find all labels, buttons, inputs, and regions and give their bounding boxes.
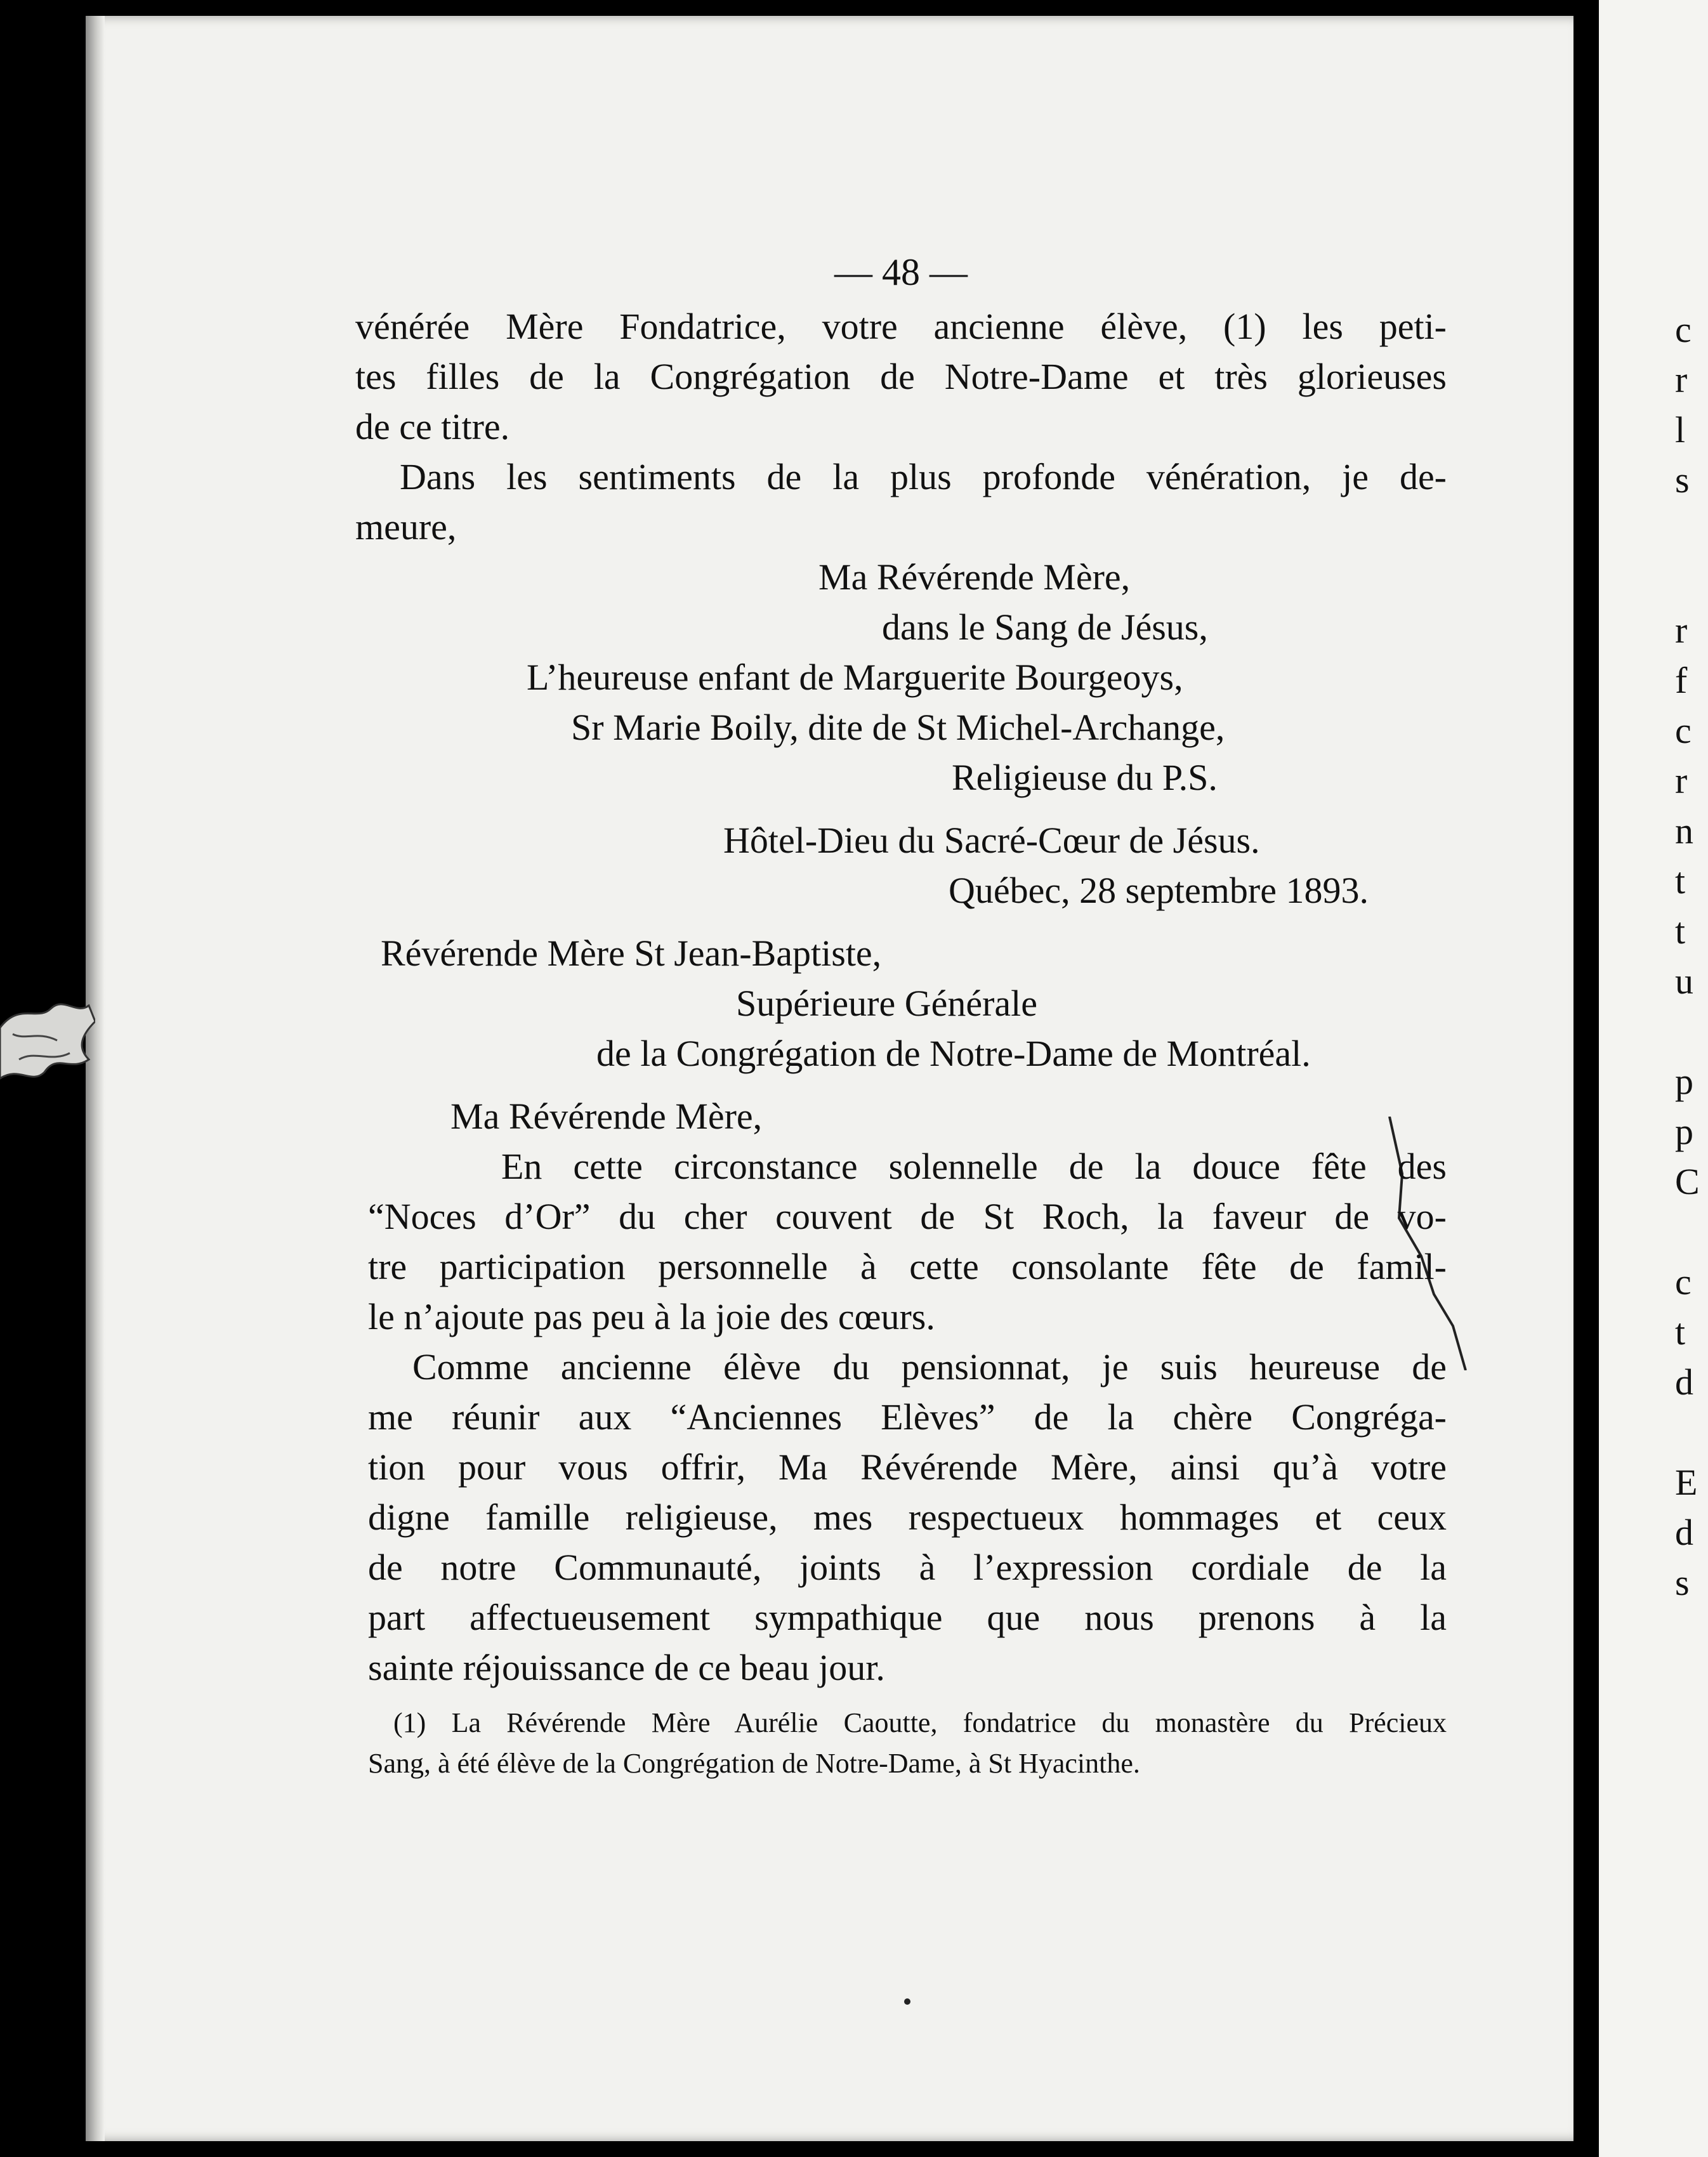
letter1-place: Hôtel-Dieu du Sacré-Cœur de Jésus. (723, 820, 1260, 861)
edge-letter: r (1675, 610, 1688, 651)
signature-title: Religieuse du P.S. (952, 757, 1218, 798)
edge-letter: E (1675, 1462, 1698, 1503)
addressee-line: Révérende Mère St Jean-Baptiste, (381, 933, 882, 974)
edge-letter: n (1675, 810, 1693, 851)
edge-letter: s (1675, 1562, 1690, 1603)
next-page-edge-text (1675, 305, 1708, 1608)
edge-letter: s (1675, 459, 1690, 501)
edge-letter (1675, 1207, 1708, 1257)
letter1-closing-line: Dans les sentiments de la plus profonde vénération, je de- (400, 456, 1447, 497)
addressee-line: Supérieure Générale (736, 983, 1038, 1024)
edge-letter: c (1675, 309, 1692, 350)
paragraph2-line: Comme ancienne élève du pensionnat, je suis heureuse de (412, 1346, 1447, 1387)
book-gutter (1573, 0, 1599, 2157)
footnote (355, 1703, 1447, 1784)
addressee-line: de la Congrégation de Notre-Dame de Montréal. (596, 1033, 1311, 1074)
paragraph2-line: de notre Communauté, joints à l’expression cordiale de la (368, 1547, 1447, 1588)
paragraph2-line: digne famille religieuse, mes respectueux hommages et ceux (368, 1497, 1447, 1538)
edge-letter: C (1675, 1161, 1700, 1202)
edge-letter: t (1675, 860, 1686, 901)
signature-salutation: Ma Révérende Mère, (818, 556, 1131, 598)
letter1-line: vénérée Mère Fondatrice, votre ancienne élève, (1) les peti- (355, 306, 1447, 347)
letter1-line: de ce titre. (355, 406, 510, 447)
edge-letter: c (1675, 710, 1692, 751)
footnote-line: Sang, à été élève de la Congrégation de Notre-Dame, à St Hyacinthe. (368, 1748, 1140, 1779)
signature-line: dans le Sang de Jésus, (882, 606, 1208, 648)
edge-letter: d (1675, 1512, 1693, 1553)
paragraph1-line: le n’ajoute pas peu à la joie des cœurs. (368, 1296, 935, 1337)
signature-name: Sr Marie Boily, dite de St Michel-Archange, (571, 707, 1225, 748)
paragraph1-line: tre participation personnelle à cette consolante fête de famil- (368, 1246, 1447, 1287)
edge-letter: r (1675, 760, 1688, 801)
edge-letter (1675, 1407, 1708, 1457)
edge-letter: f (1675, 660, 1688, 701)
edge-letter (1675, 555, 1708, 605)
edge-letter (1675, 505, 1708, 555)
paragraph2-line: me réunir aux “Anciennes Elèves” de la chère Congréga- (368, 1396, 1447, 1438)
edge-letter: p (1675, 1061, 1693, 1102)
signature-line: L’heureuse enfant de Marguerite Bourgeoys, (527, 657, 1183, 698)
paragraph2-line: part affectueusement sympathique que nous prenons à la (368, 1597, 1447, 1638)
letter2-salutation: Ma Révérende Mère, (450, 1096, 763, 1137)
paragraph2-line: sainte réjouissance de ce beau jour. (368, 1647, 885, 1688)
edge-letter: p (1675, 1111, 1693, 1152)
edge-letter (1675, 1006, 1708, 1056)
torn-edge-mark (0, 977, 95, 1104)
paragraph1-line: “Noces d’Or” du cher couvent de St Roch, la faveur de vo- (368, 1196, 1447, 1237)
page-text (355, 247, 1447, 1784)
paragraph2-line: tion pour vous offrir, Ma Révérende Mère, ainsi qu’à votre (368, 1446, 1447, 1488)
edge-letter: t (1675, 1311, 1686, 1353)
edge-letter: r (1675, 359, 1688, 400)
letter1-closing-line: meure, (355, 506, 457, 547)
edge-letter: t (1675, 910, 1686, 952)
letter1-line: tes filles de la Congrégation de Notre-Dame et très glorieuses (355, 356, 1447, 397)
edge-letter: d (1675, 1361, 1693, 1403)
paragraph1-line: En cette circonstance solennelle de la douce fête des (501, 1146, 1447, 1187)
edge-letter: l (1675, 409, 1686, 450)
edge-letter: u (1675, 960, 1693, 1002)
page-number: — 48 — (834, 251, 968, 293)
footnote-line: (1) La Révérende Mère Aurélie Caoutte, fondatrice du monastère du Précieux (393, 1707, 1447, 1738)
letter1-date: Québec, 28 septembre 1893. (949, 870, 1369, 911)
ink-dot (904, 1998, 910, 2005)
edge-letter: c (1675, 1261, 1692, 1302)
